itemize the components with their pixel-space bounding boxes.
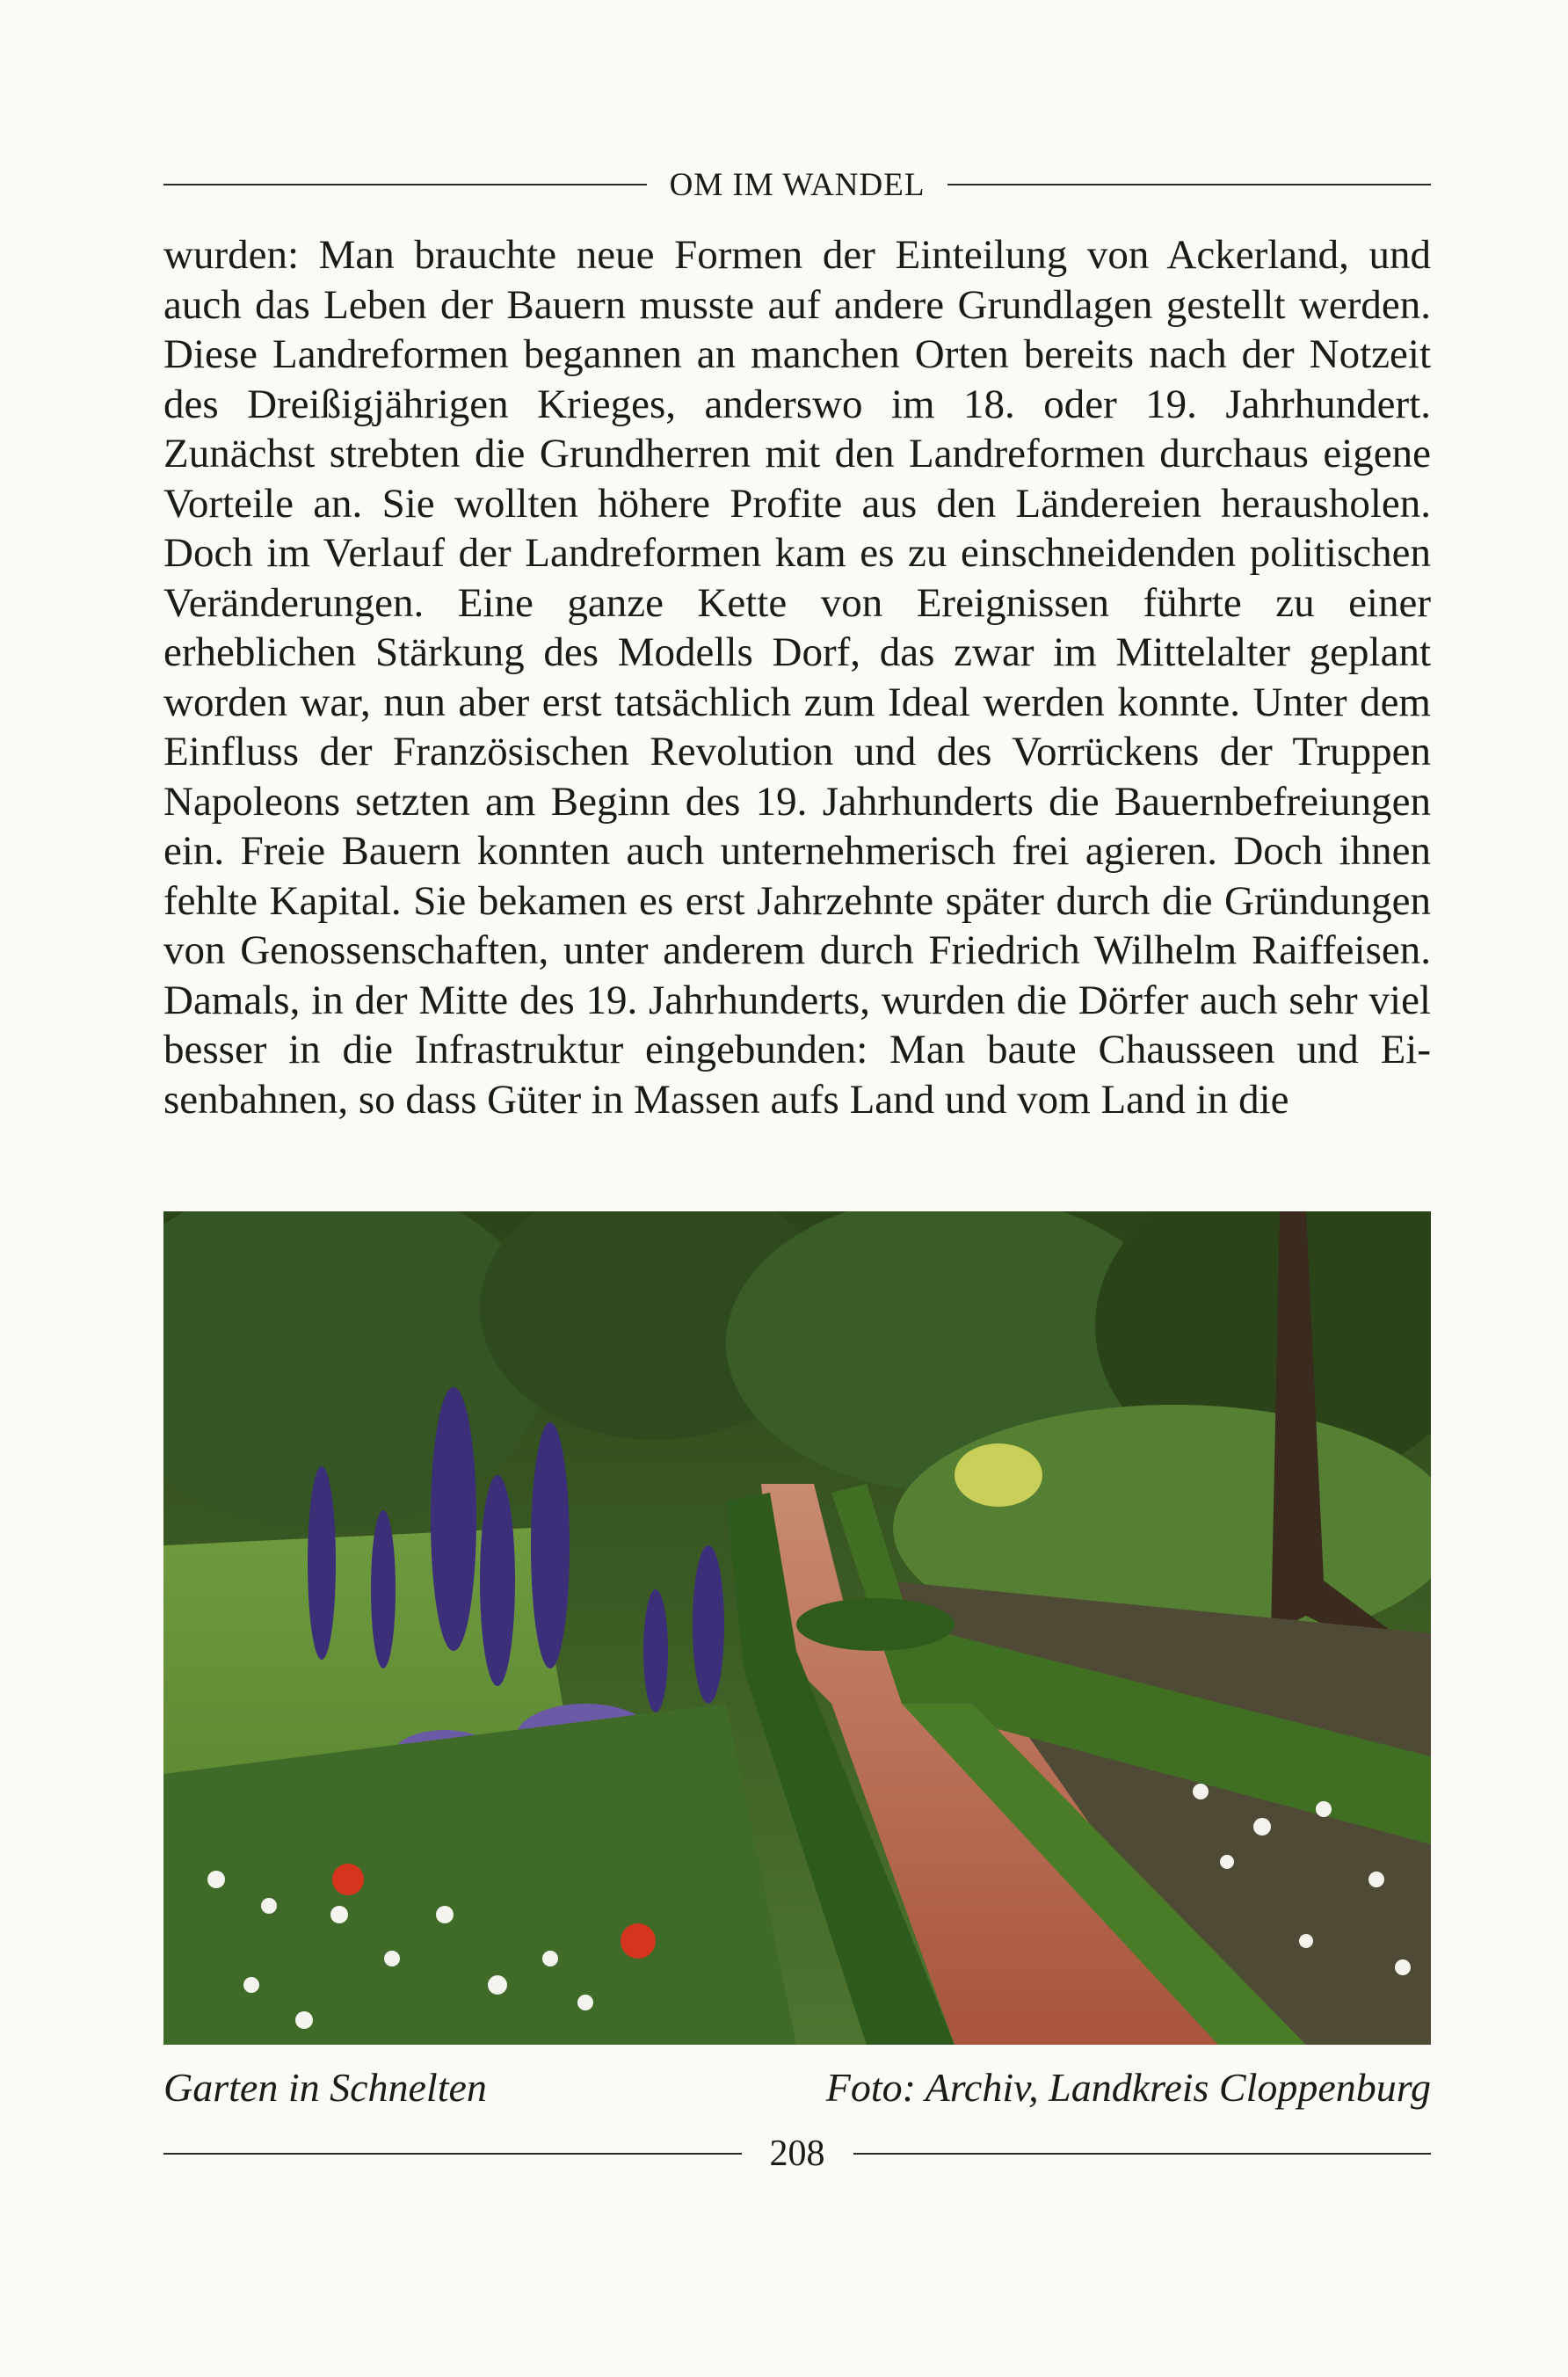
body-paragraph: wurden: Man brauchte neue Formen der Einteilung von Ackerland, und auch das Leben der Bauern musste auf andere Grundlagen gestellt werden. Diese Landreformen begannen an manchen Orten bereits nach der Notzeit des Dreißigjährigen Krieges, anderswo im 18. oder 19. Jahrhundert. Zunächst strebten die Grundherren mit den Landreformen durchaus eigene Vorteile an. Sie wollten höhere Profite aus den Ländereien herausholen. Doch im Verlauf der Landreformen kam es zu einschneidenden politischen Veränderungen. Eine ganze Kette von Ereignissen führte zu einer erheblichen Stärkung des Modells Dorf, das zwar im Mittelalter geplant worden war, nun aber erst tatsächlich zum Ideal werden konnte. Unter dem Einfluss der Französischen Revolution und des Vorrückens der Truppen Napoleons setzten am Beginn des 19. Jahrhunderts die Bauernbefreiungen ein. Freie Bauern konnten auch unternehmerisch frei agieren. Doch ihnen fehlte Kapital. Sie bekamen es erst Jahrzehnte später durch die Gründungen von Genossenschaften, unter anderem durch Friedrich Wilhelm Raiffeisen. Damals, in der Mitte des 19. Jahrhunderts, wurden die Dörfer auch sehr viel besser in die Infrastruktur eingebunden: Man baute Chausseen und Eisenbahnen, so dass Güter in Massen aufs Land und vom Land in die xyxy=(163,232,1431,1123)
running-header xyxy=(163,158,1431,211)
garden-photo-illustration xyxy=(163,1211,1431,2045)
garden-photo xyxy=(163,1211,1431,2045)
footer-rule-right xyxy=(853,2153,1432,2155)
running-header-title: OM IM WANDEL xyxy=(669,166,926,203)
figure-caption xyxy=(163,2064,1431,2111)
caption-title: Garten in Schnelten xyxy=(163,2065,487,2110)
page-footer xyxy=(163,2129,1431,2178)
photo-credit: Foto: Archiv, Landkreis Cloppenburg xyxy=(825,2065,1431,2110)
page-number: 208 xyxy=(769,2133,825,2174)
header-rule-right xyxy=(947,184,1431,185)
footer-rule-left xyxy=(163,2153,742,2155)
header-rule-left xyxy=(163,184,647,185)
yellow-shrub xyxy=(955,1443,1042,1507)
body-text xyxy=(163,230,1431,1124)
